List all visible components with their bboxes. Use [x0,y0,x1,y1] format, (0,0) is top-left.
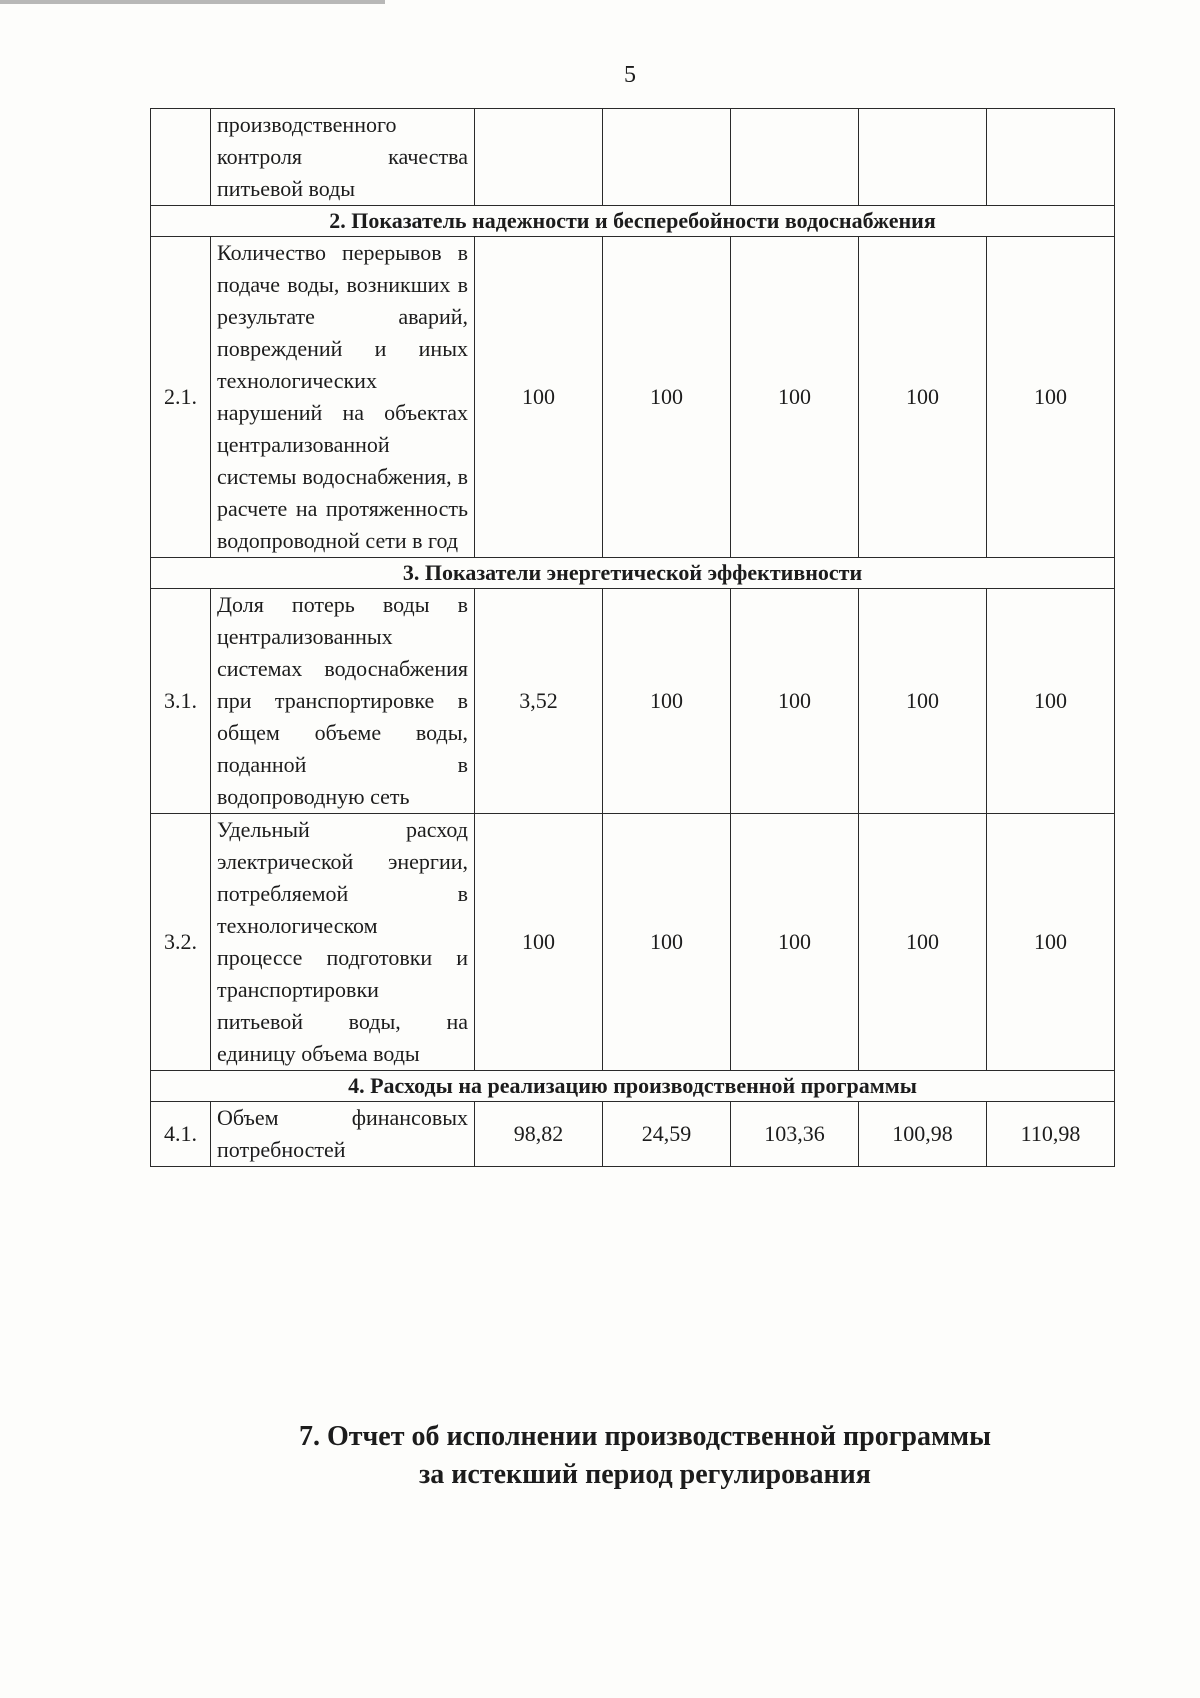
section-7-heading-line2: за истекший период регулирования [419,1459,871,1490]
section-header-row [151,558,1115,589]
indicators-table [150,108,1115,1167]
row-name: Удельный расход электрической энергии, потребляемой в технологическом процессе подготовки и транспортировки питьевой воды, на единицу объема воды [211,814,475,1071]
row-value: 3,52 [475,589,603,814]
row-value [603,109,731,206]
row-name: Доля потерь воды в централизованных системах водоснабжения при транспортировке в общем объеме воды, поданной в водопроводную сеть [211,589,475,814]
row-value: 100 [859,589,987,814]
row-number: 4.1. [151,1102,211,1167]
row-name: Объем финансовых потребностей [211,1102,475,1167]
row-value: 100 [859,814,987,1071]
row-number: 2.1. [151,237,211,558]
row-value: 103,36 [731,1102,859,1167]
row-number [151,109,211,206]
row-name: Количество перерывов в подаче воды, возникших в результате аварий, повреждений и иных технологических нарушений на объектах централизованной системы водоснабжения, в расчете на протяженность водопроводной сети в год [211,237,475,558]
section-title: 4. Расходы на реализацию производственной программы [151,1071,1115,1102]
row-name: производственного контроля качества питьевой воды [211,109,475,206]
section-header-row [151,206,1115,237]
row-number: 3.1. [151,589,211,814]
row-value: 100 [475,237,603,558]
row-value: 100,98 [859,1102,987,1167]
page-number: 5 [624,62,636,88]
section-header-row [151,1071,1115,1102]
row-value: 110,98 [987,1102,1115,1167]
row-value [475,109,603,206]
row-value: 24,59 [603,1102,731,1167]
row-value: 100 [987,237,1115,558]
table-row [151,237,1115,558]
row-value: 100 [731,589,859,814]
row-value [859,109,987,206]
row-value: 100 [987,814,1115,1071]
table-row [151,109,1115,206]
row-value: 100 [603,814,731,1071]
table-row [151,814,1115,1071]
table-row [151,589,1115,814]
row-value: 100 [859,237,987,558]
row-value: 100 [603,589,731,814]
section-7-heading [0,1418,1200,1494]
section-title: 2. Показатель надежности и бесперебойности водоснабжения [151,206,1115,237]
row-value: 98,82 [475,1102,603,1167]
section-title: 3. Показатели энергетической эффективности [151,558,1115,589]
row-value [987,109,1115,206]
row-value [731,109,859,206]
scan-edge-mark [0,0,385,4]
row-value: 100 [731,237,859,558]
row-value: 100 [731,814,859,1071]
section-7-heading-line1: 7. Отчет об исполнении производственной программы [298,1421,991,1452]
row-value: 100 [475,814,603,1071]
table-row [151,1102,1115,1167]
row-value: 100 [987,589,1115,814]
row-number: 3.2. [151,814,211,1071]
row-value: 100 [603,237,731,558]
